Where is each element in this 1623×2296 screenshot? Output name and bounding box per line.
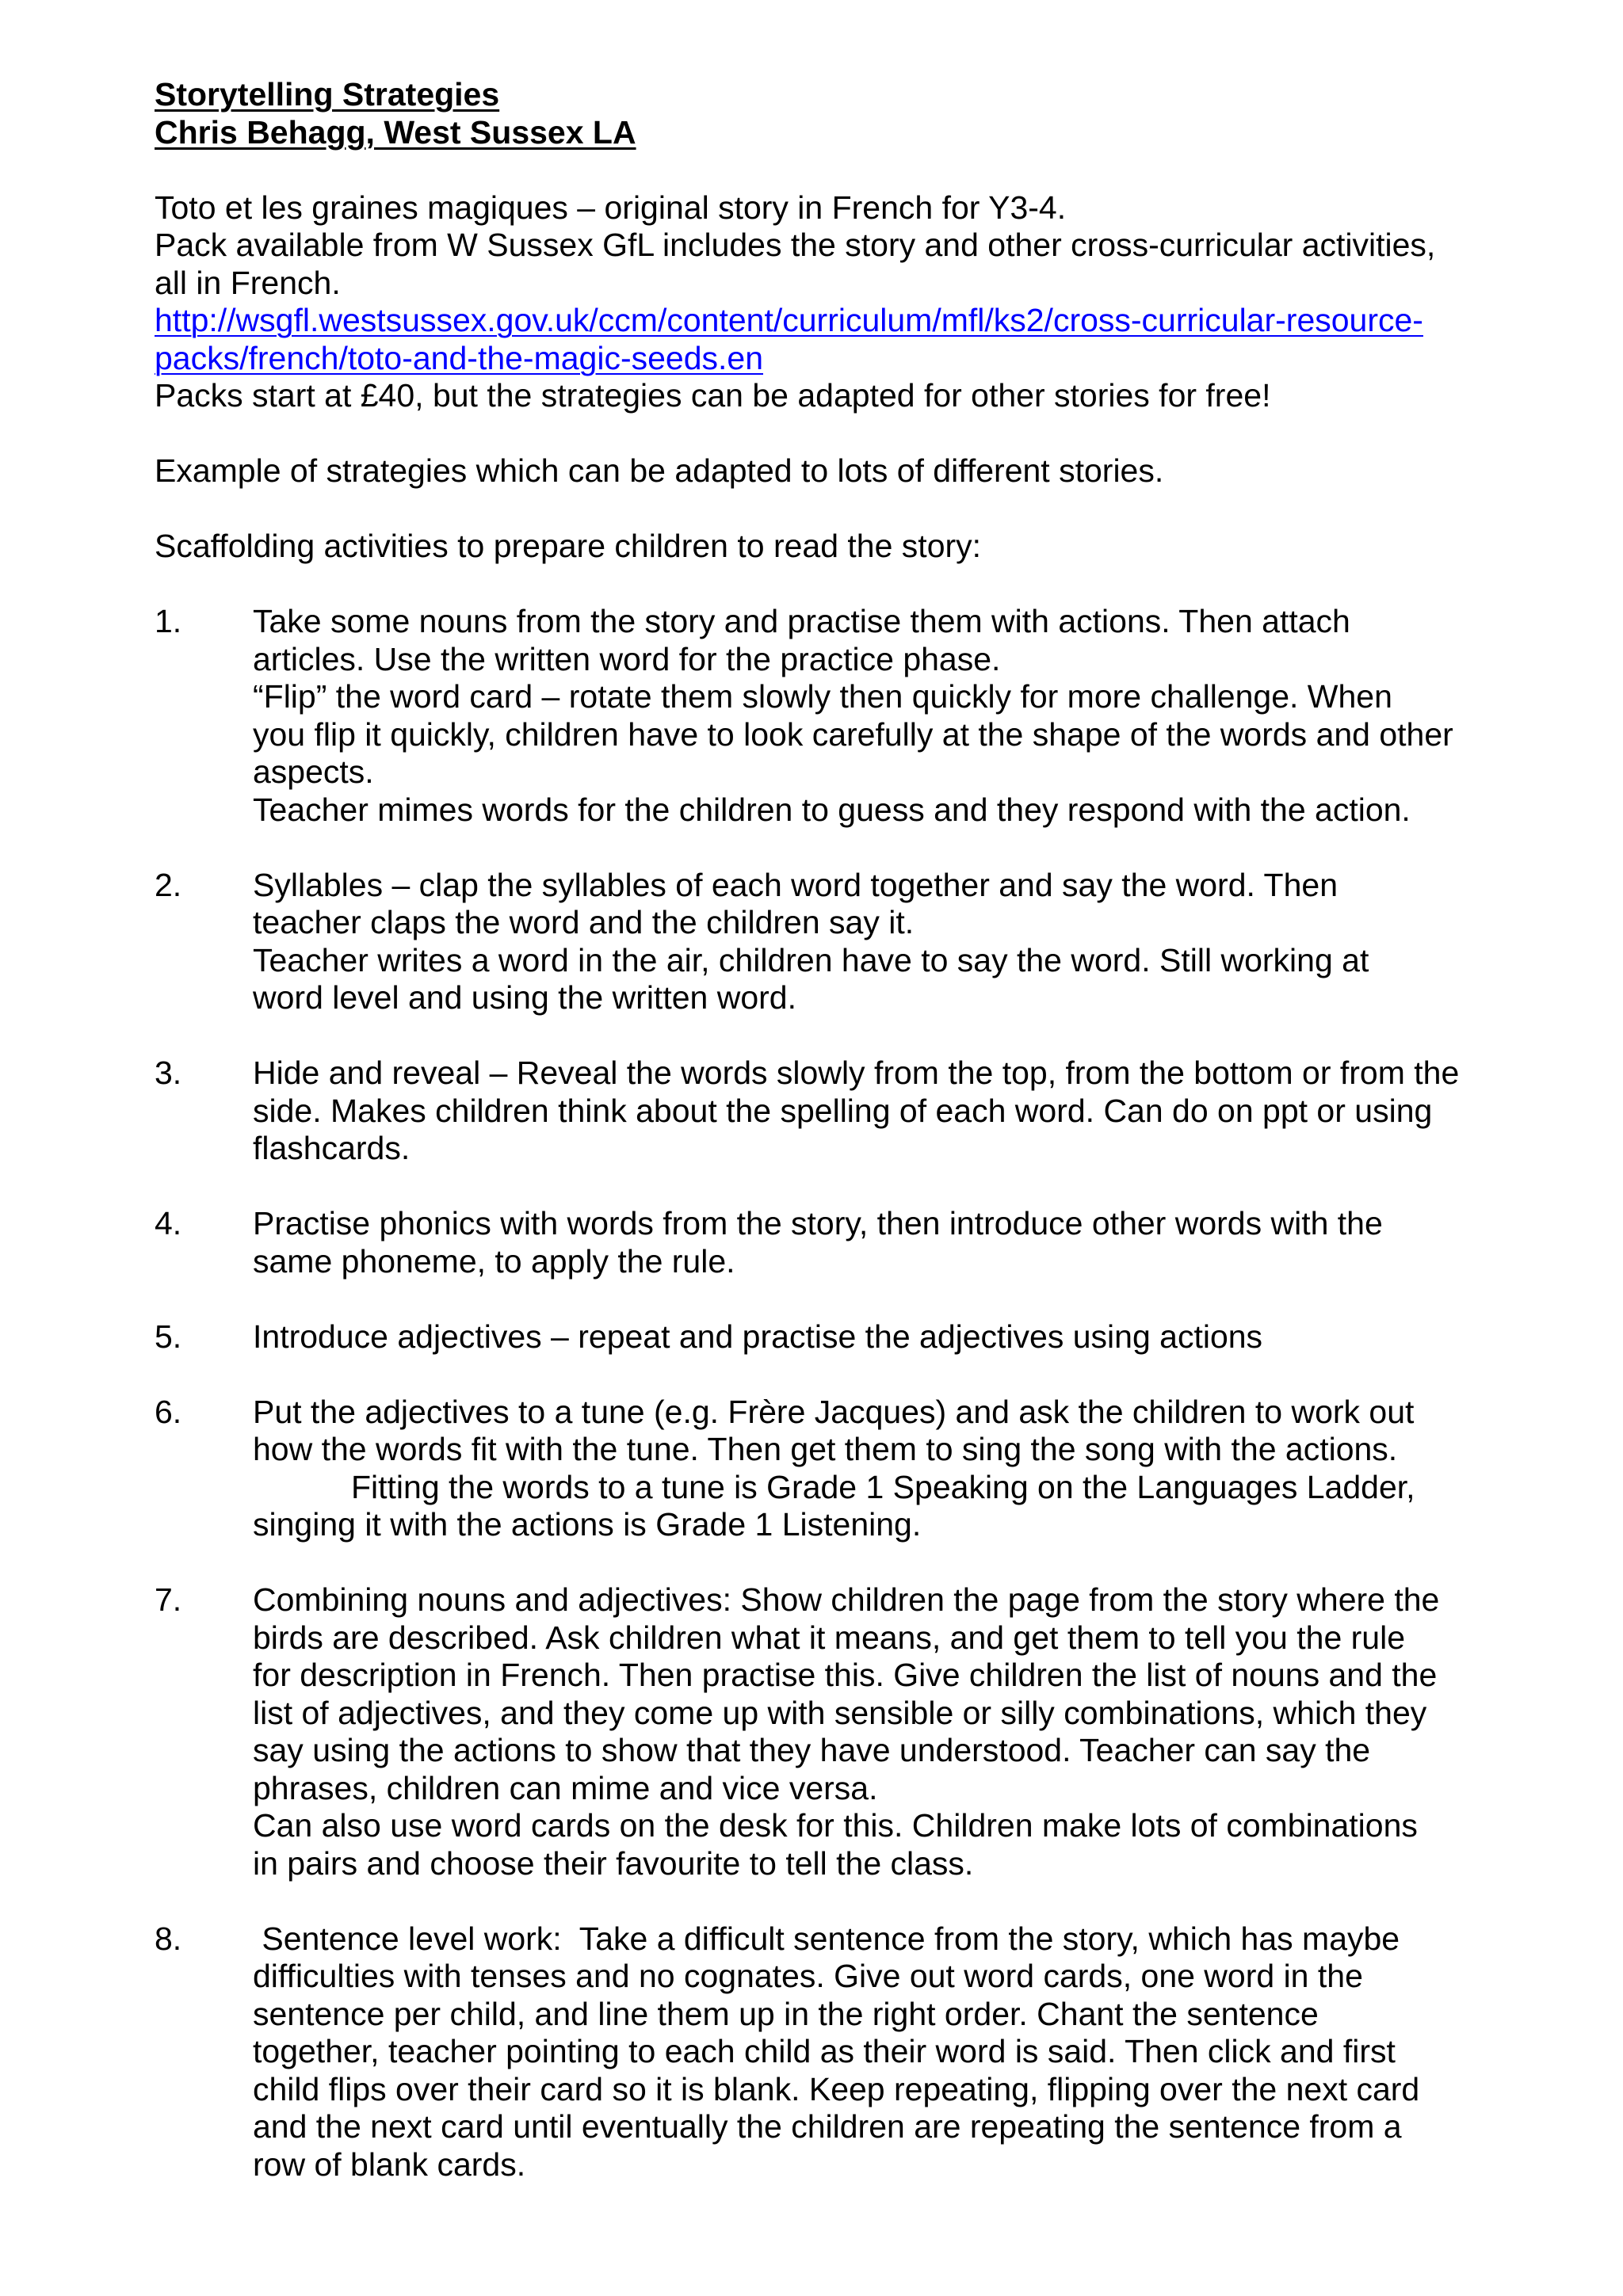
list-item bbox=[155, 1055, 1486, 1168]
list-item-text: Teacher mimes words for the children to guess and they respond with the action. bbox=[253, 791, 1411, 828]
spacer bbox=[155, 415, 1486, 453]
list-item bbox=[155, 603, 1486, 829]
example-paragraph: Example of strategies which can be adapted to lots of different stories. bbox=[155, 452, 1164, 489]
list-item-text: difficulties with tenses and no cognates. Give out word cards, one word in the bbox=[253, 1958, 1363, 1994]
list-item-text: together, teacher pointing to each child as their word is said. Then click and first bbox=[253, 2033, 1396, 2069]
list-item bbox=[155, 867, 1486, 1017]
list-item-text: Introduce adjectives – repeat and practise the adjectives using actions bbox=[253, 1318, 1263, 1355]
list-item-text: child flips over their card so it is blank. Keep repeating, flipping over the next card bbox=[253, 2070, 1420, 2107]
list-item-text: Sentence level work: Take a difficult sentence from the story, which has maybe bbox=[253, 1920, 1400, 1957]
list-item-text: say using the actions to show that they have understood. Teacher can say the bbox=[253, 1732, 1371, 1768]
list-item-text: articles. Use the written word for the practice phase. bbox=[253, 640, 1001, 677]
list-item-number: 6. bbox=[155, 1393, 182, 1430]
list-item-text: phrases, children can mime and vice versa. bbox=[253, 1769, 878, 1806]
list-item-number: 7. bbox=[155, 1581, 182, 1618]
document-author: Chris Behagg, West Sussex LA bbox=[155, 113, 636, 151]
list-item-text: flashcards. bbox=[253, 1130, 411, 1166]
list-item-text: list of adjectives, and they come up with sensible or silly combinations, which they bbox=[253, 1694, 1427, 1731]
list-item-number: 4. bbox=[155, 1205, 182, 1241]
spacer bbox=[155, 151, 1486, 189]
spacer bbox=[155, 1882, 1486, 1920]
list-item-text: Take some nouns from the story and practise them with actions. Then attach bbox=[253, 603, 1350, 639]
spacer bbox=[155, 1017, 1486, 1055]
intro-line: Toto et les graines magiques – original story in French for Y3-4. bbox=[155, 189, 1067, 226]
list-item bbox=[155, 1581, 1486, 1882]
resource-link-part-2[interactable]: packs/french/toto-and-the-magic-seeds.en bbox=[155, 339, 764, 376]
intro-line: Packs start at £40, but the strategies can be adapted for other stories for free! bbox=[155, 377, 1271, 414]
spacer bbox=[155, 829, 1486, 867]
list-item-text: Hide and reveal – Reveal the words slowly from the top, from the bottom or from the bbox=[253, 1055, 1460, 1091]
list-item-text: Combining nouns and adjectives: Show children the page from the story where the bbox=[253, 1581, 1440, 1618]
list-item-number: 2. bbox=[155, 866, 182, 903]
scaffold-paragraph: Scaffolding activities to prepare children to read the story: bbox=[155, 528, 982, 564]
list-item-text: you flip it quickly, children have to look carefully at the shape of the words and other bbox=[253, 715, 1453, 753]
list-item-text: for description in French. Then practise this. Give children the list of nouns and the bbox=[253, 1657, 1438, 1693]
list-item-text: Syllables – clap the syllables of each word together and say the word. Then bbox=[253, 866, 1338, 903]
list-item-text: birds are described. Ask children what it means, and get them to tell you the rule bbox=[253, 1619, 1405, 1656]
list-item bbox=[155, 1205, 1486, 1280]
list-item-text: Fitting the words to a tune is Grade 1 Speaking on the Languages Ladder, bbox=[351, 1468, 1415, 1505]
list-item-text: how the words fit with the tune. Then get them to sing the song with the actions. bbox=[253, 1431, 1398, 1467]
list-item-text: teacher claps the word and the children say it. bbox=[253, 904, 915, 940]
document-title: Storytelling Strategies bbox=[155, 76, 500, 113]
list-item-text: Teacher writes a word in the air, children have to say the word. Still working at bbox=[253, 941, 1369, 978]
list-item-text: singing it with the actions is Grade 1 Listening. bbox=[253, 1506, 922, 1543]
list-item bbox=[155, 1318, 1486, 1356]
list-item-number: 3. bbox=[155, 1055, 182, 1091]
resource-link-part-1[interactable]: http://wsgfl.westsussex.gov.uk/ccm/content/curriculum/mfl/ks2/cross-curricular-resource- bbox=[155, 302, 1423, 338]
list-item-text: side. Makes children think about the spelling of each word. Can do on ppt or using bbox=[253, 1092, 1433, 1129]
list-item-text: Practise phonics with words from the story, then introduce other words with the bbox=[253, 1205, 1383, 1241]
list-item-text: row of blank cards. bbox=[253, 2145, 526, 2183]
list-item-text: and the next card until eventually the children are repeating the sentence from a bbox=[253, 2108, 1402, 2145]
list-item-text: aspects. bbox=[253, 753, 374, 790]
spacer bbox=[155, 566, 1486, 604]
list-item-text: Can also use word cards on the desk for this. Children make lots of combinations bbox=[253, 1807, 1418, 1844]
intro-line: Pack available from W Sussex GfL includes the story and other cross-curricular activities, bbox=[155, 227, 1436, 263]
list-item-text: sentence per child, and line them up in the right order. Chant the sentence bbox=[253, 1995, 1319, 2032]
list-item bbox=[155, 1394, 1486, 1544]
list-item-number: 1. bbox=[155, 603, 182, 639]
intro-line: all in French. bbox=[155, 264, 341, 301]
spacer bbox=[155, 1168, 1486, 1206]
resource-link[interactable] bbox=[155, 302, 1486, 377]
document-page bbox=[155, 76, 1486, 2183]
spacer bbox=[155, 1544, 1486, 1582]
list-item-text: “Flip” the word card – rotate them slowly then quickly for more challenge. When bbox=[253, 678, 1392, 715]
list-item-text: in pairs and choose their favourite to tell the class. bbox=[253, 1844, 974, 1882]
list-item-number: 5. bbox=[155, 1318, 182, 1355]
list-item bbox=[155, 1920, 1486, 2184]
spacer bbox=[155, 490, 1486, 528]
list-item-text: same phoneme, to apply the rule. bbox=[253, 1242, 735, 1280]
spacer bbox=[155, 1356, 1486, 1394]
list-item-text: Put the adjectives to a tune (e.g. Frère Jacques) and ask the children to work out bbox=[253, 1393, 1415, 1430]
spacer bbox=[155, 1280, 1486, 1318]
list-item-text: word level and using the written word. bbox=[253, 979, 796, 1016]
list-item-number: 8. bbox=[155, 1920, 182, 1957]
